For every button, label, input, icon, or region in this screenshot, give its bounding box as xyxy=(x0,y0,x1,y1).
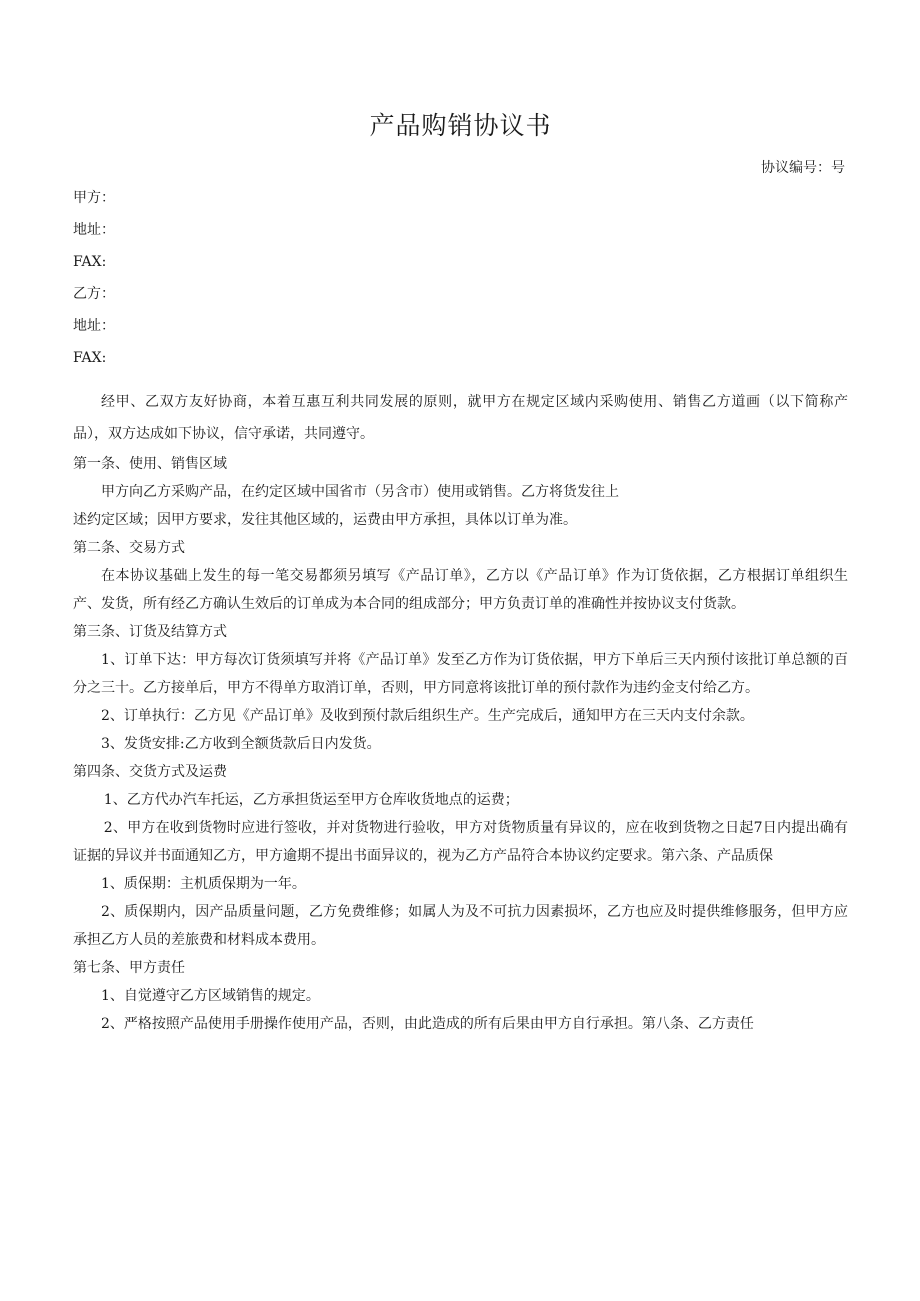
section-heading: 第七条、甲方责任 xyxy=(73,960,185,976)
contract-body xyxy=(73,450,848,1038)
clause-paragraph: 1、订单下达：甲方每次订货须填写并将《产品订单》发至乙方作为订货依据，甲方下单后三天内预付该批订单总额的百分之三十。乙方接单后，甲方不得单方取消订单，否则，甲方同意将该批订单的预付款作为违约金支付给乙方。 xyxy=(73,652,848,696)
party-a-label: 甲方： xyxy=(73,190,115,206)
party-b-fax-label: FAX: xyxy=(73,350,107,366)
clause-paragraph: 2、严格按照产品使用手册操作使用产品，否则，由此造成的所有后果由甲方自行承担。第八条、乙方责任 xyxy=(101,1016,754,1032)
document-title: 产品购销协议书 xyxy=(369,111,552,140)
party-b-label: 乙方： xyxy=(73,286,115,302)
party-a-fax-label: FAX: xyxy=(73,254,107,270)
section-heading: 第四条、交货方式及运费 xyxy=(73,764,227,780)
clause-paragraph: 在本协议基础上发生的每一笔交易都须另填写《产品订单》，乙方以《产品订单》作为订货依据，乙方根据订单组织生产、发货，所有经乙方确认生效后的订单成为本合同的组成部分；甲方负责订单的准确性并按协议支付货款。 xyxy=(73,568,848,612)
clause-paragraph: 2、质保期内，因产品质量问题，乙方免费维修；如属人为及不可抗力因素损坏，乙方也应及时提供维修服务，但甲方应承担乙方人员的差旅费和材料成本费用。 xyxy=(73,904,848,948)
clause-paragraph: 1、自觉遵守乙方区域销售的规定。 xyxy=(101,988,320,1004)
agreement-number: 协议编号：号 xyxy=(761,160,845,176)
clause-paragraph: 2、订单执行：乙方见《产品订单》及收到预付款后组织生产。生产完成后，通知甲方在三天内支付余款。 xyxy=(101,708,754,724)
clause-paragraph: 1、质保期：主机质保期为一年。 xyxy=(101,876,306,892)
section-heading: 第三条、订货及结算方式 xyxy=(73,624,227,640)
clause-continuation: 述约定区域；因甲方要求，发往其他区域的，运费由甲方承担，具体以订单为准。 xyxy=(73,512,577,528)
intro-paragraph: 经甲、乙双方友好协商，本着互惠互利共同发展的原则，就甲方在规定区域内采购使用、销售乙方道画（以下简称产品），双方达成如下协议，信守承诺，共同遵守。 xyxy=(73,394,848,442)
party-b-address-label: 地址： xyxy=(73,318,115,334)
party-a-address-label: 地址： xyxy=(73,222,115,238)
section-heading: 第一条、使用、销售区域 xyxy=(73,456,227,472)
clause-paragraph: 1、乙方代办汽车托运，乙方承担货运至甲方仓库收货地点的运费； xyxy=(103,792,519,808)
clause-paragraph: 甲方向乙方采购产品，在约定区域中国省市（另含市）使用或销售。乙方将货发往上 xyxy=(101,484,619,500)
section-heading: 第二条、交易方式 xyxy=(73,540,185,556)
clause-paragraph: 3、发货安排:乙方收到全额货款后日内发货。 xyxy=(101,736,381,752)
clause-paragraph: 2、甲方在收到货物时应进行签收，并对货物进行验收，甲方对货物质量有异议的，应在收到货物之日起7日内提出确有证据的异议并书面通知乙方，甲方逾期不提出书面异议的，视为乙方产品符合本协议约定要求。第六条、产品质保 xyxy=(73,820,848,864)
